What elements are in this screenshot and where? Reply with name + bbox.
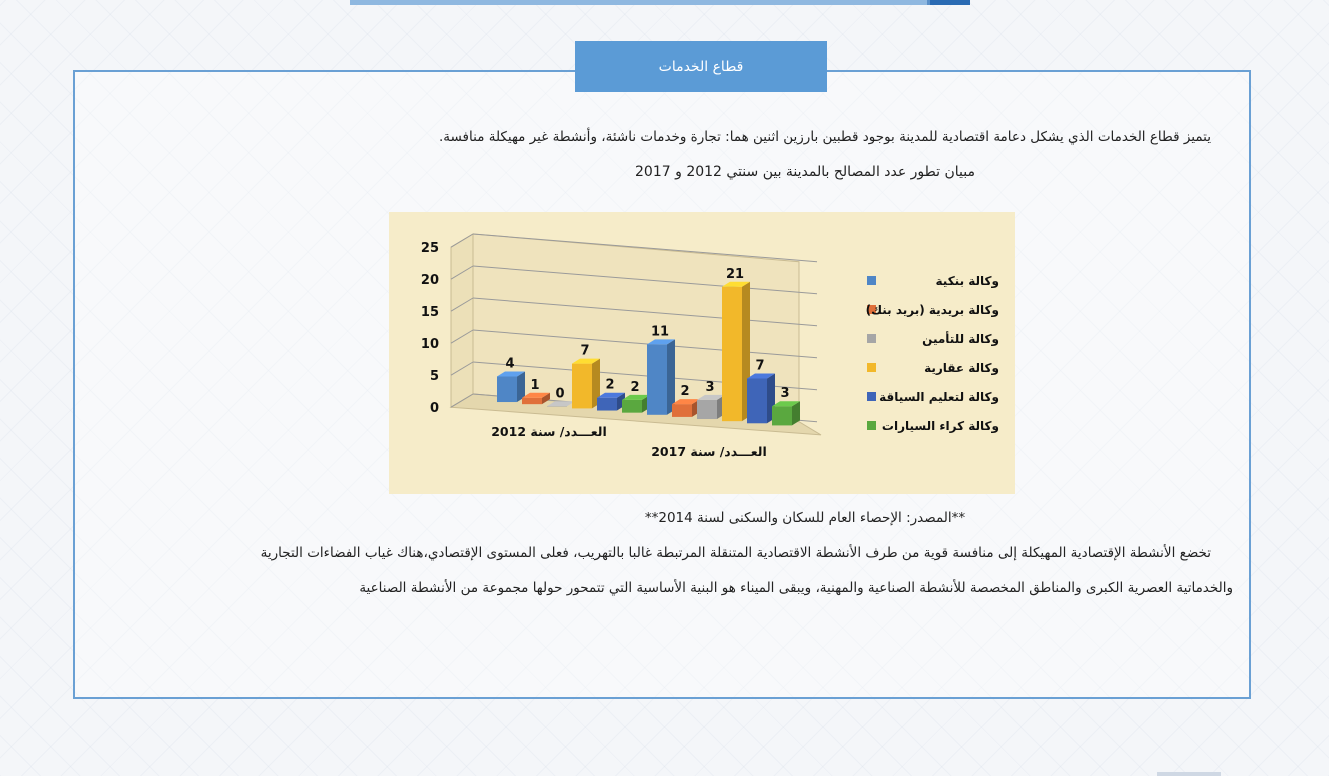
bar-value-label: 3 [780,386,790,402]
chart-side-wall [451,234,473,407]
bar-value-label: 3 [705,379,715,395]
legend-label: وكالة عقارية [924,361,999,375]
legend-swatch [867,363,876,372]
legend-swatch [867,334,876,343]
bar [497,376,517,402]
legend-swatch [867,392,876,401]
legend-label: وكالة لتعليم السياقة [879,390,999,404]
top-bar-segment [930,0,970,5]
bar [772,406,792,425]
bottom-button-edge[interactable] [1157,772,1221,776]
y-tick-label: 10 [420,337,439,353]
section-tab-label: قطاع الخدمات [658,58,744,75]
y-tick-label: 15 [420,305,439,321]
bar-value-label: 7 [580,343,590,359]
bar-value-label: 2 [605,377,615,393]
x-category-label: العـــدد/ سنة 2017 [651,444,767,459]
y-tick-label: 5 [429,369,439,385]
paragraph-line-1: تخضع الأنشطة الإقتصادية المهيكلة إلى منافسة قوية من طرف الأنشطة الاقتصادية المتنقلة المرتبطة غالبا بالتهريب، فعلى المستوى الإقتصادي،هناك غياب الفضاءات التجارية [260,545,1211,561]
bar [722,287,742,421]
bar-value-label: 2 [630,379,640,395]
top-accent-bar [350,0,970,5]
source-note: **المصدر: الإحصاء العام للسكان والسكنى لسنة 2014** [644,510,966,526]
bar [572,364,592,409]
bar-value-label: 1 [530,377,540,393]
bar [647,344,667,414]
bar-value-label: 11 [650,324,670,340]
bar [672,404,692,417]
paragraph-line-2: والخدماتية العصرية الكبرى والمناطق المخصصة للأنشطة الصناعية والمهنية، ويبقى الميناء هو البنية الأساسية التي تتمحور حولها مجموعة من الأنشطة الصناعية [359,580,1233,596]
bar-value-label: 2 [680,384,690,400]
x-category-label: العـــدد/ سنة 2012 [491,424,607,439]
intro-text: يتميز قطاع الخدمات الذي يشكل دعامة اقتصادية للمدينة بوجود قطبين بارزين اثنين هما: تجارة وخدمات ناشئة، وأنشطة غير مهيكلة منافسة. [438,129,1211,145]
services-bar-chart [389,212,1015,494]
bar-value-label: 4 [505,356,515,372]
legend-swatch [867,276,876,285]
bar [622,400,642,413]
chart-svg [389,212,1015,494]
legend-label: وكالة للتأمين [922,332,999,346]
section-tab-services[interactable] [575,41,827,92]
y-tick-label: 0 [429,401,439,417]
legend-label: وكالة بنكية [935,274,999,288]
bar-value-label: 21 [725,266,745,282]
legend-label: وكالة كراء السيارات [881,419,999,433]
bar [522,398,542,404]
bar-value-label: 7 [755,358,765,374]
legend-label: وكالة بريدية (بريد بنك) [865,303,999,317]
bar-value-label: 0 [555,386,565,402]
y-tick-label: 25 [420,241,439,257]
chart-caption: مبيان تطور عدد المصالح بالمدينة بين سنتي 2012 و 2017 [635,164,975,180]
bar [547,406,567,407]
bar [747,378,767,423]
legend-swatch [867,421,876,430]
bar [697,400,717,419]
bar [597,398,617,411]
y-tick-label: 20 [420,273,439,289]
